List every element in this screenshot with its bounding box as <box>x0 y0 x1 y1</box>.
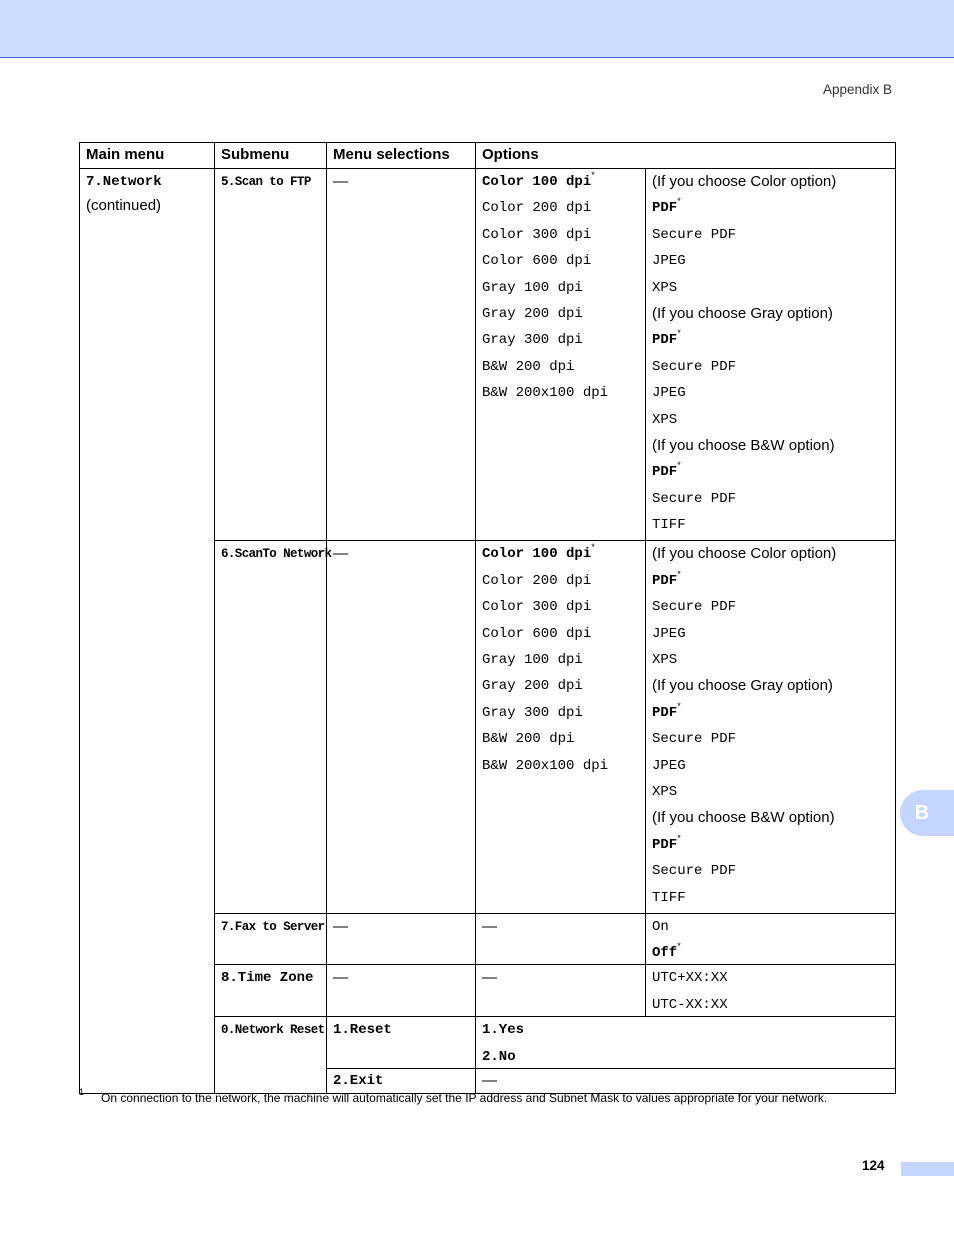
resolution-item: Color 300 dpi <box>482 226 592 243</box>
option-dash: — <box>482 969 497 987</box>
submenu-scan-to-network: 6.ScanTo Network <box>221 547 332 562</box>
resolution-default: Color 100 dpi <box>482 174 592 190</box>
format-item: XPS <box>652 279 678 296</box>
option-cell <box>476 1068 896 1093</box>
format-heading: (If you choose Color option) <box>652 173 837 190</box>
submenu-cell <box>215 965 327 1017</box>
page-number: 124 <box>862 1158 885 1173</box>
col-submenu: Submenu <box>215 143 327 169</box>
format-item: Secure PDF <box>652 490 737 507</box>
resolution-item: Color 600 dpi <box>482 253 592 270</box>
format-item: JPEG <box>652 625 686 642</box>
value-item: On <box>652 918 669 935</box>
format-default: PDF <box>652 332 678 349</box>
selection-dash: — <box>333 917 348 935</box>
appendix-tab <box>900 790 954 836</box>
selection-cell <box>327 1017 476 1068</box>
selection-cell <box>327 169 476 541</box>
resolution-default: Color 100 dpi <box>482 546 592 563</box>
format-default: PDF <box>652 464 678 481</box>
resolution-cell <box>476 541 646 913</box>
selection-cell <box>327 913 476 964</box>
option-yes: 1.Yes <box>482 1022 525 1039</box>
format-heading: (If you choose Gray option) <box>652 677 833 695</box>
format-heading: (If you choose B&W option) <box>652 436 835 454</box>
resolution-item: B&W 200 dpi <box>482 731 575 748</box>
format-item: XPS <box>652 652 678 669</box>
footnote-text: On connection to the network, the machine will automatically set the IP address and Subnet Mask to values appropriate for your network. <box>101 1091 828 1105</box>
selection-cell <box>327 541 476 913</box>
format-heading: (If you choose Color option) <box>652 545 837 563</box>
resolution-item: Color 300 dpi <box>482 599 592 616</box>
resolution-item: Gray 300 dpi <box>482 704 583 721</box>
format-default: PDF <box>652 836 678 853</box>
option-cell <box>476 1017 896 1068</box>
format-item: JPEG <box>652 253 686 270</box>
format-item: Secure PDF <box>652 599 737 616</box>
col-main-menu: Main menu <box>80 143 215 169</box>
submenu-cell <box>215 541 332 913</box>
option-dash: — <box>482 1071 497 1089</box>
format-default: PDF <box>652 704 678 721</box>
format-item: Secure PDF <box>652 731 737 748</box>
format-item: XPS <box>652 783 678 800</box>
value-item: UTC+XX:XX <box>652 970 728 987</box>
selection-dash: — <box>333 969 348 987</box>
resolution-item: B&W 200 dpi <box>482 358 575 375</box>
resolution-item: Color 600 dpi <box>482 625 592 642</box>
main-menu-name: 7.Network <box>86 174 162 190</box>
format-item: JPEG <box>652 385 686 402</box>
format-heading: (If you choose Gray option) <box>652 304 833 322</box>
format-item: XPS <box>652 411 678 428</box>
format-item: TIFF <box>652 517 686 534</box>
main-menu-note: (continued) <box>86 197 162 215</box>
format-heading: (If you choose B&W option) <box>652 809 835 827</box>
selection-exit: 2.Exit <box>333 1072 384 1089</box>
default-marker: * <box>591 542 595 553</box>
resolution-item: Gray 300 dpi <box>482 332 583 349</box>
submenu-network-reset: 0.Network Reset <box>221 1023 325 1038</box>
submenu-time-zone: 8.Time Zone <box>221 970 314 987</box>
selection-dash: — <box>333 545 348 563</box>
default-marker: * <box>677 568 681 579</box>
table-header-row <box>80 143 896 169</box>
format-cell <box>646 169 896 541</box>
format-item: Secure PDF <box>652 358 737 375</box>
footnote-number: 1 <box>79 1087 85 1097</box>
appendix-tab-letter: B <box>914 801 930 824</box>
resolution-cell <box>476 169 646 541</box>
selection-reset: 1.Reset <box>333 1022 392 1039</box>
option-cell <box>476 913 646 964</box>
resolution-item: Color 200 dpi <box>482 200 592 217</box>
resolution-item: B&W 200x100 dpi <box>482 757 609 774</box>
format-item: Secure PDF <box>652 226 737 243</box>
submenu-cell <box>215 913 327 964</box>
submenu-scan-to-ftp: 5.Scan to FTP <box>221 175 311 189</box>
resolution-item: Gray 200 dpi <box>482 678 583 695</box>
default-marker: * <box>677 328 681 339</box>
default-marker: * <box>591 170 595 180</box>
format-cell <box>646 541 896 913</box>
col-options: Options <box>476 143 896 169</box>
default-marker: * <box>677 832 681 843</box>
submenu-fax-to-server: 7.Fax to Server <box>221 919 325 934</box>
resolution-item: Gray 200 dpi <box>482 305 583 322</box>
format-item: JPEG <box>652 757 686 774</box>
option-no: 2.No <box>482 1048 516 1065</box>
submenu-cell <box>215 1017 327 1093</box>
section-title: Appendix B <box>822 82 892 97</box>
resolution-item: Color 200 dpi <box>482 572 592 589</box>
format-default: PDF <box>652 200 678 217</box>
value-default: Off <box>652 945 678 962</box>
option-cell <box>476 965 646 1017</box>
value-cell <box>646 913 896 964</box>
value-item: UTC-XX:XX <box>652 996 728 1013</box>
default-marker: * <box>677 941 681 952</box>
option-dash: — <box>482 917 497 935</box>
table-row <box>80 169 896 541</box>
submenu-cell <box>215 169 327 541</box>
value-cell <box>646 965 896 1017</box>
menu-table <box>79 142 896 1094</box>
resolution-item: B&W 200x100 dpi <box>482 385 609 402</box>
main-menu-cell <box>80 169 215 1094</box>
resolution-item: Gray 100 dpi <box>482 652 583 669</box>
selection-cell <box>327 965 476 1017</box>
default-marker: * <box>677 460 681 471</box>
selection-cell <box>327 1068 476 1093</box>
col-menu-selections: Menu selections <box>327 143 476 169</box>
selection-dash: — <box>333 173 348 190</box>
default-marker: * <box>677 196 681 207</box>
default-marker: * <box>677 700 681 711</box>
format-default: PDF <box>652 572 678 589</box>
page-number-bar <box>901 1162 954 1176</box>
header-band <box>0 0 954 58</box>
format-item: TIFF <box>652 889 686 906</box>
format-item: Secure PDF <box>652 863 737 880</box>
resolution-item: Gray 100 dpi <box>482 279 583 296</box>
